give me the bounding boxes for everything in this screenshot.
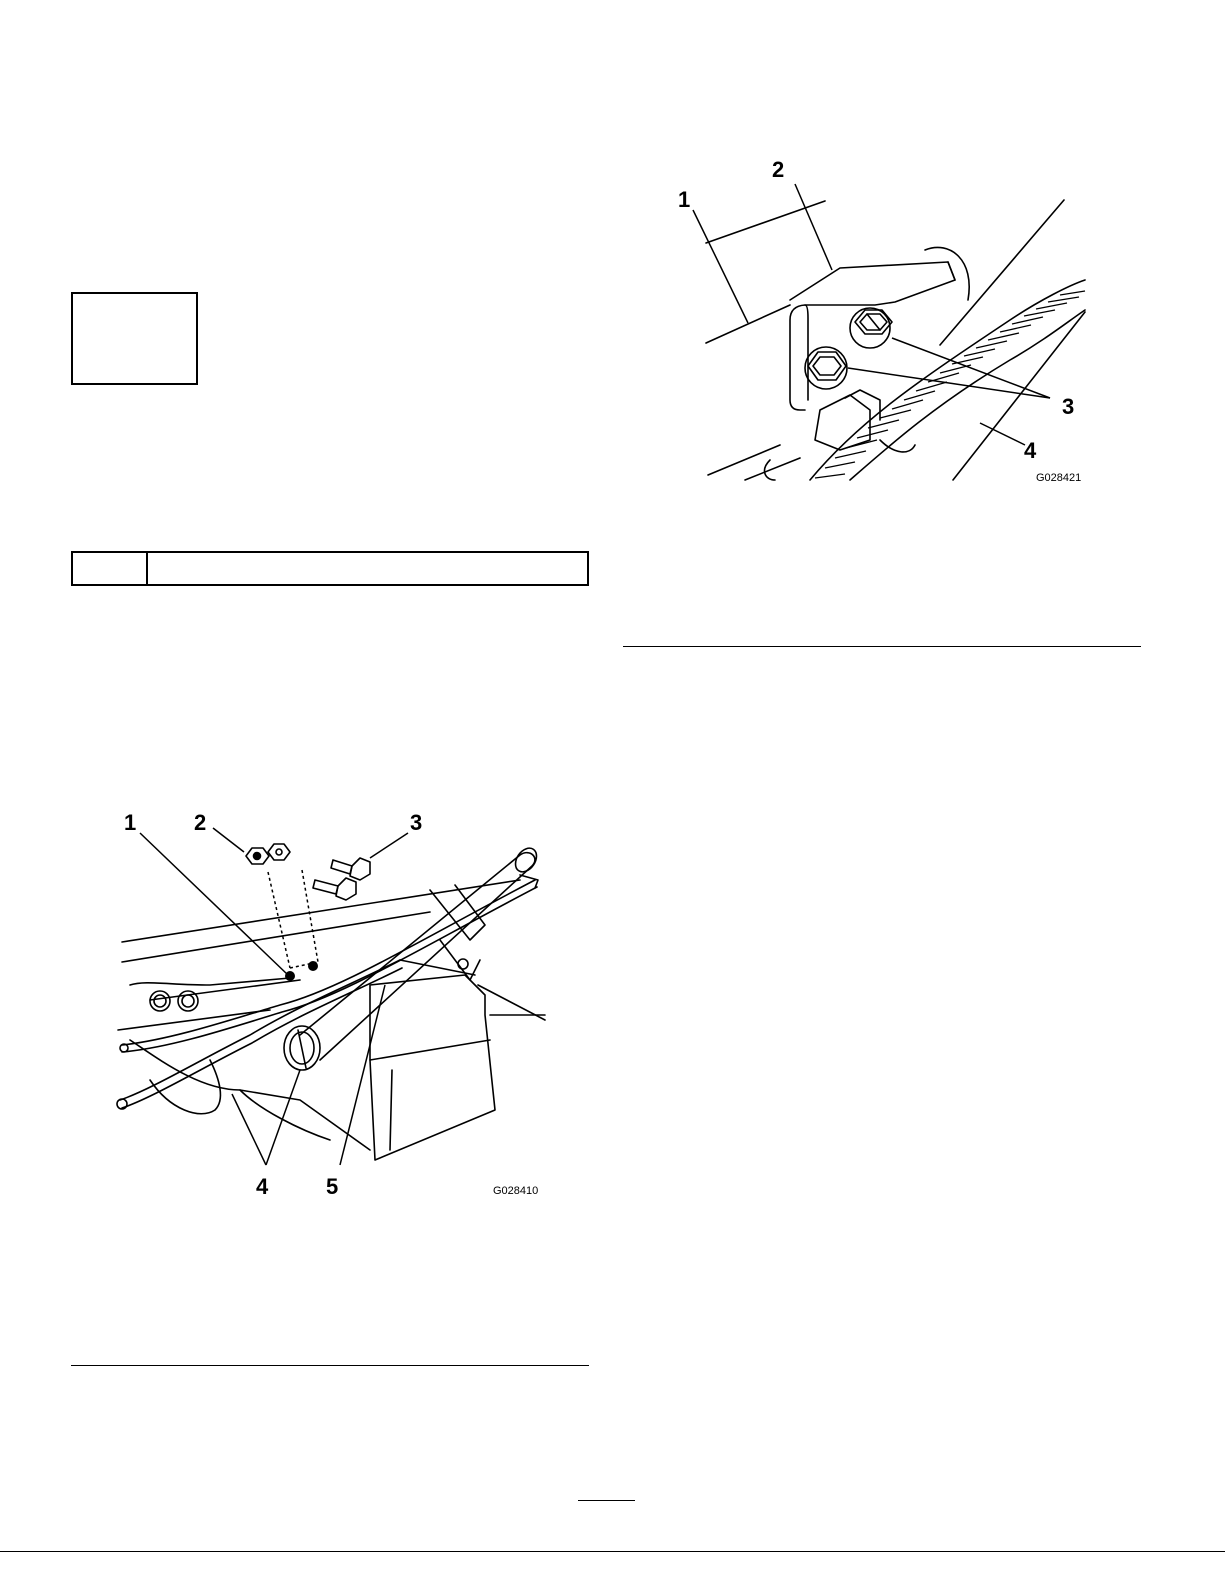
table-divider bbox=[146, 553, 148, 584]
page-bottom-rule bbox=[0, 1551, 1225, 1552]
callout-1: 1 bbox=[124, 810, 137, 835]
step-box bbox=[71, 292, 198, 385]
figure-id: G028421 bbox=[1036, 472, 1082, 484]
figure-id: G028410 bbox=[493, 1185, 539, 1197]
parts-table bbox=[71, 551, 589, 586]
section-rule-left bbox=[71, 1365, 589, 1366]
callout-3: 3 bbox=[410, 810, 423, 835]
callout-1: 1 bbox=[678, 187, 691, 212]
figure-bracket-bolts bbox=[678, 150, 1110, 495]
callout-2: 2 bbox=[194, 810, 207, 835]
callout-4: 4 bbox=[256, 1174, 269, 1199]
callout-2: 2 bbox=[772, 157, 785, 182]
callout-3: 3 bbox=[1062, 394, 1075, 419]
callout-4: 4 bbox=[1024, 438, 1037, 463]
section-rule-right bbox=[623, 646, 1141, 647]
figure-hose-mounting bbox=[100, 805, 560, 1205]
callout-5: 5 bbox=[326, 1174, 339, 1199]
page-number-rule bbox=[578, 1500, 635, 1501]
